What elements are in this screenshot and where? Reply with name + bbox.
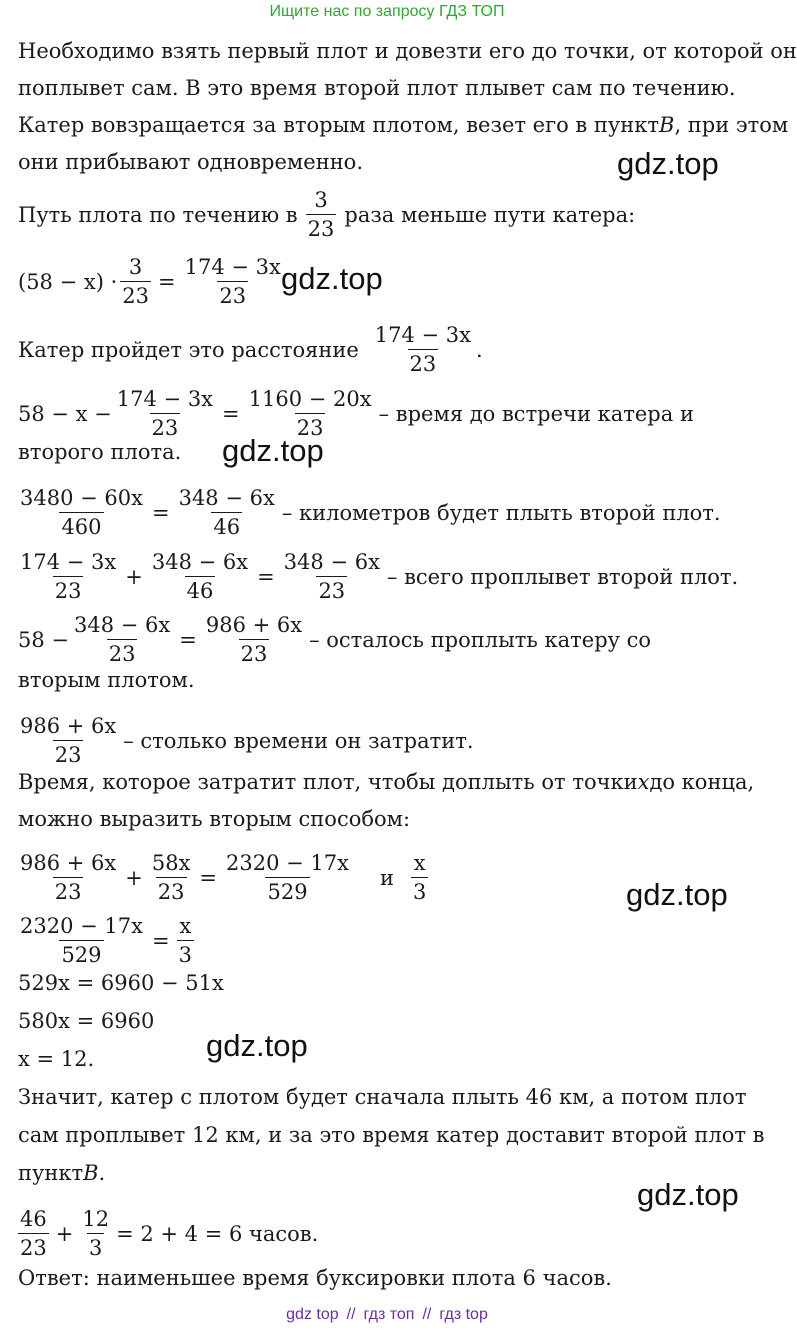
formula-line: Катер пройдет это расстояние $\frac{174 - 3x}{23}$ . — [18, 323, 483, 376]
footer-link[interactable]: гдз топ — [363, 1306, 415, 1323]
fraction: $\frac{348 - 6x}{46}$ — [178, 486, 275, 539]
fraction: $\frac{58x}{23}$ — [151, 851, 191, 904]
formula-line: 58 − x − $\frac{174 - 3x}{23}$ = $\frac{1160 - 20x}{23}$ – время до встречи катера и — [18, 387, 694, 440]
watermark: gdz.top — [626, 877, 728, 912]
formula-line: $\frac{986 + 6x}{23}$ – столько времени он затратит. — [20, 714, 474, 767]
formula-line: Путь плота по течению в $\frac{3}{23}$ раза меньше пути катера: — [18, 188, 636, 241]
fraction: $\frac{1160 - 20x}{23}$ — [248, 387, 372, 440]
fraction: $\frac{3}{23}$ — [122, 255, 149, 308]
text-line: можно выразить вторым способом: — [18, 807, 411, 831]
formula-line: $\frac{986 + 6x}{23}$ + $\frac{58x}{23}$ = $\frac{2320 - 17x}{529}$ и $\frac{x}{3}$ — [20, 851, 427, 904]
fraction: $\frac{986 + 6x}{23}$ — [205, 613, 303, 666]
fraction: $\frac{12}{3}$ — [82, 1207, 110, 1260]
formula-line: $\frac{3480 - 60x}{460}$ = $\frac{348 - 6x}{46}$ – километров будет плыть второй плот. — [20, 486, 721, 539]
text-line: Катер вовзращается за вторым плотом, везет его в пункт B , при этом — [18, 113, 789, 137]
fraction: $\frac{986 + 6x}{23}$ — [20, 714, 117, 767]
watermark: gdz.top — [206, 1028, 308, 1063]
fraction: $\frac{986 + 6x}{23}$ — [20, 851, 117, 904]
watermark: gdz.top — [222, 433, 324, 468]
fraction: $\frac{174 - 3x}{23}$ — [116, 387, 214, 440]
fraction: $\frac{46}{23}$ — [20, 1207, 47, 1260]
fraction: $\frac{x}{3}$ — [413, 851, 427, 904]
text-line: Необходимо взять первый плот и довезти его до точки, от которой он — [18, 39, 797, 63]
formula-line: 58 − $\frac{348 - 6x}{23}$ = $\frac{986 + 6x}{23}$ – осталось проплыть катеру со — [18, 613, 652, 666]
text-line: сам проплывет 12 км, и за это время катер доставит второй плот в — [18, 1123, 765, 1147]
fraction: $\frac{2320 - 17x}{529}$ — [226, 851, 349, 904]
fraction: $\frac{348 - 6x}{23}$ — [74, 613, 171, 666]
text-line: Значит, катер с плотом будет сначала плыть 46 км, а потом плот — [18, 1085, 747, 1109]
formula-line: (58 − x) · $\frac{3}{23}$ = $\frac{174 - 3x}{23}$ — [18, 255, 281, 308]
fraction: $\frac{174 - 3x}{23}$ — [184, 255, 281, 308]
watermark: gdz.top — [617, 146, 719, 181]
formula-line: $\frac{174 - 3x}{23}$ + $\frac{348 - 6x}{46}$ = $\frac{348 - 6x}{23}$ – всего проплывет второй плот. — [20, 550, 739, 603]
text-line: вторым плотом. — [18, 668, 195, 692]
footer-link[interactable]: гдз top — [439, 1306, 488, 1323]
footer-links: gdz top // гдз топ // гдз top — [286, 1306, 488, 1323]
text-line: второго плота. — [18, 440, 182, 464]
text-line: Время, которое затратит плот, чтобы доплыть от точки x до конца, — [18, 770, 755, 794]
fraction: $\frac{3}{23}$ — [307, 188, 335, 241]
fraction: $\frac{2320 - 17x}{529}$ — [20, 914, 143, 967]
text-line: они прибывают одновременно. — [18, 150, 364, 174]
text-line: пункт B . — [18, 1161, 106, 1185]
top-banner: Ищите нас по запросу ГДЗ ТОП — [269, 3, 505, 20]
watermark: gdz.top — [637, 1177, 739, 1212]
fraction: $\frac{x}{3}$ — [178, 914, 192, 967]
fraction: $\frac{3480 - 60x}{460}$ — [20, 486, 143, 539]
fraction: $\frac{348 - 6x}{46}$ — [151, 550, 249, 603]
text-line: 529x = 6960 − 51x — [18, 971, 224, 995]
text-line: x = 12. — [18, 1047, 95, 1071]
fraction: $\frac{174 - 3x}{23}$ — [20, 550, 117, 603]
formula-line: $\frac{2320 - 17x}{529}$ = $\frac{x}{3}$ — [20, 914, 192, 967]
formula-line: $\frac{46}{23}$ + $\frac{12}{3}$ = 2 + 4 = 6 часов. — [20, 1207, 319, 1260]
fraction: $\frac{174 - 3x}{23}$ — [374, 323, 472, 376]
footer-link[interactable]: gdz top — [286, 1306, 339, 1323]
text-line: 580x = 6960 — [18, 1009, 155, 1033]
text-line: поплывет сам. В это время второй плот плывет сам по течению. — [18, 76, 736, 100]
fraction: $\frac{348 - 6x}{23}$ — [283, 550, 380, 603]
watermark: gdz.top — [281, 261, 383, 296]
answer-line: Ответ: наименьшее время буксировки плота 6 часов. — [18, 1266, 612, 1290]
